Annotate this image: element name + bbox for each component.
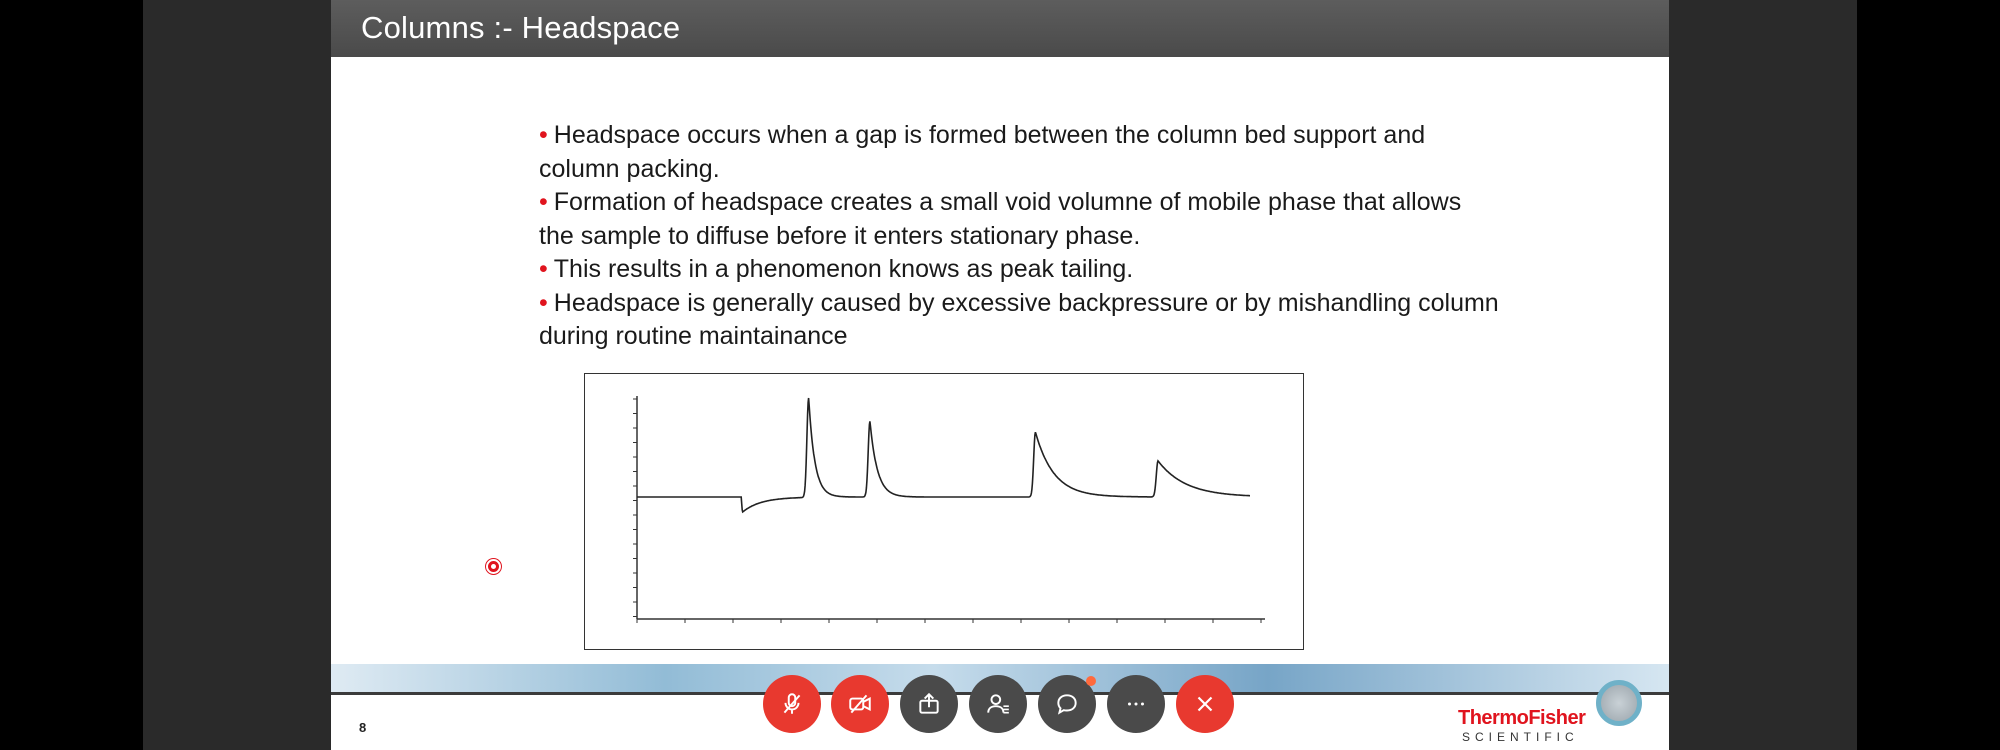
chat-notification-dot: [1086, 676, 1096, 686]
share-button[interactable]: [900, 675, 958, 733]
leave-button[interactable]: [1176, 675, 1234, 733]
bullet-dot: •: [539, 121, 548, 149]
slide-title-bar: [331, 0, 1669, 57]
share-icon: [916, 691, 942, 717]
logo-ring-icon: [1596, 680, 1642, 726]
right-gray-margin: [1669, 0, 1857, 750]
close-icon: [1192, 691, 1218, 717]
right-black-margin: [1857, 0, 2000, 750]
bullet-item: • Headspace occurs when a gap is formed between the column bed support and column packing.: [539, 121, 1426, 183]
slide-title: Columns :- Headspace: [361, 10, 681, 45]
left-black-margin: [0, 0, 143, 750]
chromatogram-figure: [584, 373, 1304, 650]
bullet-list: [539, 119, 1499, 354]
participants-icon: [985, 691, 1011, 717]
mute-button[interactable]: [763, 675, 821, 733]
bullet-item: • Headspace is generally caused by excessive backpressure or by mishandling column during routine maintainance: [539, 288, 1499, 350]
slide-number: 8: [359, 720, 367, 735]
chromatogram-svg: [585, 374, 1303, 649]
chromatogram-trace: [637, 398, 1250, 512]
left-gray-margin: [143, 0, 331, 750]
participants-button[interactable]: [969, 675, 1027, 733]
laser-pointer: [486, 559, 501, 574]
chat-icon: [1054, 691, 1080, 717]
bullet-item: • Formation of headspace creates a small void volumne of mobile phase that allows the sample to diffuse before it enters stationary phase.: [539, 188, 1462, 250]
bullet-item: • This results in a phenomenon knows as peak tailing.: [539, 255, 1134, 283]
logo-subtext: SCIENTIFIC: [1462, 730, 1579, 744]
bullet-dot: •: [539, 188, 548, 216]
presentation-slide: [331, 0, 1669, 750]
bullet-dot: •: [539, 288, 548, 317]
microphone-off-icon: [779, 691, 805, 717]
more-icon: [1123, 691, 1149, 717]
video-button[interactable]: [831, 675, 889, 733]
logo-wordmark: ThermoFisher: [1458, 707, 1586, 729]
video-off-icon: [847, 691, 873, 717]
bullet-dot: •: [539, 255, 548, 283]
more-button[interactable]: [1107, 675, 1165, 733]
